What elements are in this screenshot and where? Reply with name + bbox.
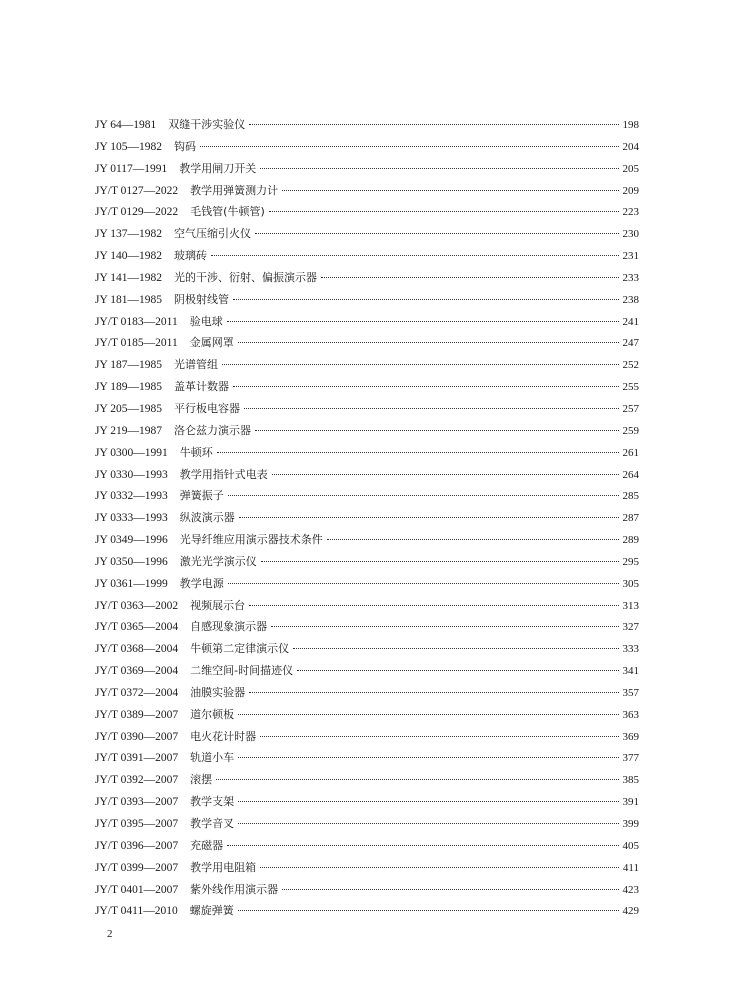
entry-page-number: 391	[622, 796, 639, 809]
entry-page-number: 327	[622, 621, 639, 634]
standard-code: JY 140—1982	[95, 250, 162, 263]
dot-leader	[260, 736, 618, 737]
entry-page-number: 204	[622, 140, 639, 153]
entry-page-number: 399	[622, 818, 639, 830]
dot-leader	[293, 648, 618, 649]
entry-page-number: 252	[622, 359, 639, 372]
entry-page-number: 287	[622, 512, 639, 525]
page-number-footer: 2	[107, 928, 113, 940]
entry-title: 洛仑兹力演示器	[173, 423, 251, 437]
standard-code: JY/T 0411—2010	[95, 905, 178, 918]
dot-leader	[238, 714, 618, 715]
standard-code: JY 181—1985	[95, 293, 162, 306]
entry-title: 自感现象演示器	[190, 620, 268, 634]
entry-page-number: 385	[622, 774, 639, 787]
toc-entry[interactable]	[95, 444, 639, 466]
dot-leader	[255, 430, 619, 431]
toc-entry[interactable]	[95, 597, 639, 619]
toc-entry[interactable]	[95, 662, 639, 684]
standard-code: JY/T 0396—2007	[95, 839, 179, 852]
standard-code: JY 137—1982	[95, 228, 162, 241]
entry-title: 牛顿第二定律演示仪	[190, 642, 290, 656]
entry-title: 金属网罩	[189, 336, 234, 350]
dot-leader	[249, 605, 618, 606]
entry-title: 激光光学演示仪	[179, 554, 257, 568]
entry-title: 玻璃砖	[173, 249, 207, 263]
dot-leader	[249, 692, 618, 693]
entry-title: 验电球	[189, 314, 223, 328]
toc-entry[interactable]	[95, 400, 639, 422]
standard-code: JY 0330—1993	[95, 468, 168, 481]
standard-code: JY/T 0392—2007	[95, 774, 179, 787]
standard-code: JY/T 0393—2007	[95, 796, 179, 809]
toc-entry[interactable]	[95, 684, 639, 706]
entry-page-number: 223	[622, 206, 639, 219]
dot-leader	[227, 845, 618, 846]
entry-page-number: 411	[622, 861, 639, 874]
dot-leader	[260, 168, 618, 169]
entry-page-number: 333	[622, 643, 639, 656]
entry-title: 空气压缩引火仪	[173, 227, 251, 241]
dot-leader	[216, 779, 618, 780]
dot-leader	[211, 255, 619, 256]
standard-code: JY 0117—1991	[95, 162, 168, 175]
dot-leader	[227, 321, 619, 322]
entry-page-number: 255	[622, 381, 639, 394]
toc-entry[interactable]	[95, 618, 639, 640]
standard-code: JY 187—1985	[95, 359, 162, 372]
entry-page-number: 341	[622, 665, 639, 678]
entry-page-number: 238	[622, 293, 639, 306]
standard-code: JY 0332—1993	[95, 490, 168, 503]
entry-title: 油膜实验器	[190, 685, 246, 699]
dot-leader	[238, 823, 618, 824]
entry-title: 阴极射线管	[173, 292, 229, 306]
dot-leader	[255, 233, 619, 234]
standard-code: JY/T 0372—2004	[95, 686, 179, 699]
toc-entry[interactable]	[95, 356, 639, 378]
entry-page-number: 289	[622, 534, 639, 547]
standard-code: JY/T 0389—2007	[95, 708, 179, 721]
toc-entry[interactable]	[95, 531, 639, 553]
entry-title: 光的干涉、衍射、偏振演示器	[173, 270, 317, 284]
toc-entry[interactable]	[95, 575, 639, 597]
toc-entry[interactable]	[95, 378, 639, 400]
entry-title: 钩码	[173, 139, 196, 153]
toc-entry[interactable]	[95, 487, 639, 509]
dot-leader	[239, 517, 619, 518]
standard-code: JY/T 0399—2007	[95, 861, 179, 874]
dot-leader	[282, 889, 618, 890]
toc-entry[interactable]	[95, 422, 639, 444]
dot-leader	[228, 583, 619, 584]
dot-leader	[217, 452, 619, 453]
dot-leader	[271, 626, 618, 627]
toc-entry[interactable]	[95, 116, 639, 138]
dot-leader	[238, 342, 619, 343]
standard-code: JY/T 0185—2011	[95, 337, 178, 350]
toc-entry[interactable]	[95, 815, 639, 837]
entry-title: 教学用指针式电表	[179, 467, 268, 481]
standard-code: JY 0349—1996	[95, 534, 168, 547]
entry-page-number: 198	[622, 119, 639, 131]
toc-entry[interactable]	[95, 837, 639, 859]
standard-code: JY 105—1982	[95, 140, 162, 153]
entry-title: 视频展示台	[190, 598, 246, 612]
dot-leader	[244, 408, 619, 409]
entry-title: 教学电源	[179, 576, 224, 590]
standard-code: JY 205—1985	[95, 402, 162, 415]
dot-leader	[228, 495, 619, 496]
standard-code: JY/T 0391—2007	[95, 752, 179, 765]
toc-entry[interactable]	[95, 247, 639, 269]
entry-title: 教学用闸刀开关	[179, 161, 257, 175]
toc-entry[interactable]	[95, 203, 639, 225]
toc-entry[interactable]	[95, 313, 639, 335]
toc-entry[interactable]	[95, 182, 639, 204]
dot-leader	[238, 910, 619, 911]
entry-title: 平行板电容器	[173, 401, 240, 415]
standard-code: JY/T 0183—2011	[95, 315, 178, 328]
toc-entry[interactable]	[95, 706, 639, 728]
entry-page-number: 363	[622, 708, 639, 721]
toc-entry[interactable]	[95, 225, 639, 247]
dot-leader	[238, 801, 618, 802]
entry-title: 盖革计数器	[173, 380, 229, 394]
entry-page-number: 209	[622, 184, 639, 197]
entry-page-number: 423	[622, 883, 639, 896]
toc-entry[interactable]	[95, 160, 639, 182]
standard-code: JY 141—1982	[95, 271, 162, 284]
entry-page-number: 313	[622, 599, 639, 612]
toc-entry[interactable]	[95, 902, 639, 924]
entry-page-number: 305	[622, 577, 639, 590]
toc-entry[interactable]	[95, 749, 639, 771]
toc-entry[interactable]	[95, 334, 639, 356]
standard-code: JY/T 0363—2002	[95, 599, 179, 612]
standard-code: JY 0350—1996	[95, 555, 168, 568]
standard-code: JY/T 0369—2004	[95, 665, 179, 678]
dot-leader	[327, 539, 619, 540]
dot-leader	[249, 124, 618, 125]
entry-page-number: 261	[622, 446, 639, 459]
entry-title: 教学用弹簧测力计	[190, 183, 279, 197]
entry-page-number: 259	[622, 424, 639, 437]
dot-leader	[200, 146, 619, 147]
entry-page-number: 369	[622, 730, 639, 743]
entry-page-number: 405	[622, 839, 639, 852]
entry-page-number: 233	[622, 271, 639, 284]
toc-entry[interactable]	[95, 269, 639, 291]
toc-entry[interactable]	[95, 138, 639, 160]
standard-code: JY/T 0395—2007	[95, 818, 179, 830]
entry-page-number: 230	[622, 228, 639, 241]
entry-page-number: 377	[622, 752, 639, 765]
dot-leader	[321, 277, 619, 278]
entry-title: 道尔顿板	[190, 707, 235, 721]
toc-entry[interactable]	[95, 466, 639, 488]
standard-code: JY/T 0368—2004	[95, 643, 179, 656]
entry-page-number: 241	[622, 315, 639, 328]
entry-title: 双缝干涉实验仪	[168, 118, 246, 131]
entry-page-number: 257	[622, 402, 639, 415]
entry-page-number: 247	[622, 337, 639, 350]
standard-code: JY/T 0390—2007	[95, 730, 179, 743]
dot-leader	[233, 299, 619, 300]
entry-page-number: 429	[622, 905, 639, 918]
entry-page-number: 264	[622, 468, 639, 481]
standard-code: JY 189—1985	[95, 381, 162, 394]
dot-leader	[238, 757, 618, 758]
entry-title: 滚摆	[190, 773, 213, 787]
entry-title: 紫外线作用演示器	[190, 882, 279, 896]
entry-title: 充磁器	[190, 838, 224, 852]
toc-entry[interactable]	[95, 881, 639, 903]
toc-entry[interactable]	[95, 553, 639, 575]
standard-code: JY/T 0401—2007	[95, 883, 179, 896]
toc-entry[interactable]	[95, 859, 639, 881]
entry-page-number: 357	[622, 686, 639, 699]
entry-title: 牛顿环	[179, 445, 213, 459]
toc-entry[interactable]	[95, 793, 639, 815]
entry-title: 教学音叉	[190, 817, 235, 830]
toc-entry[interactable]	[95, 509, 639, 531]
dot-leader	[272, 474, 619, 475]
entry-title: 二维空间-时间描迹仪	[190, 664, 294, 678]
entry-page-number: 285	[622, 490, 639, 503]
entry-page-number: 231	[622, 250, 639, 263]
dot-leader	[222, 364, 619, 365]
dot-leader	[282, 190, 618, 191]
entry-page-number: 295	[622, 555, 639, 568]
standard-code: JY 0300—1991	[95, 446, 168, 459]
toc-entry[interactable]	[95, 771, 639, 793]
standard-code: JY 219—1987	[95, 424, 162, 437]
entry-title: 螺旋弹簧	[189, 904, 234, 918]
entry-page-number: 205	[622, 162, 639, 175]
entry-title: 轨道小车	[190, 751, 235, 765]
standard-code: JY 0361—1999	[95, 577, 168, 590]
standard-code: JY 64—1981	[95, 119, 157, 131]
toc-entry[interactable]	[95, 640, 639, 662]
entry-title: 教学用电阻箱	[190, 860, 257, 874]
table-of-contents	[95, 116, 639, 924]
dot-leader	[260, 867, 619, 868]
standard-code: JY/T 0365—2004	[95, 621, 179, 634]
toc-entry[interactable]	[95, 728, 639, 750]
entry-title: 电火花计时器	[190, 729, 257, 743]
dot-leader	[233, 386, 619, 387]
entry-title: 纵波演示器	[179, 511, 235, 525]
entry-title: 弹簧振子	[179, 489, 224, 503]
toc-entry[interactable]	[95, 291, 639, 313]
standard-code: JY 0333—1993	[95, 512, 168, 525]
dot-leader	[297, 670, 618, 671]
entry-title: 光导纤维应用演示器技术条件	[179, 533, 323, 547]
entry-title: 光谱管组	[173, 358, 218, 372]
entry-title: 教学支架	[190, 795, 235, 809]
dot-leader	[261, 561, 619, 562]
dot-leader	[269, 211, 619, 212]
entry-title: 毛钱管(牛顿管)	[190, 205, 265, 219]
standard-code: JY/T 0129—2022	[95, 206, 179, 219]
standard-code: JY/T 0127—2022	[95, 184, 179, 197]
